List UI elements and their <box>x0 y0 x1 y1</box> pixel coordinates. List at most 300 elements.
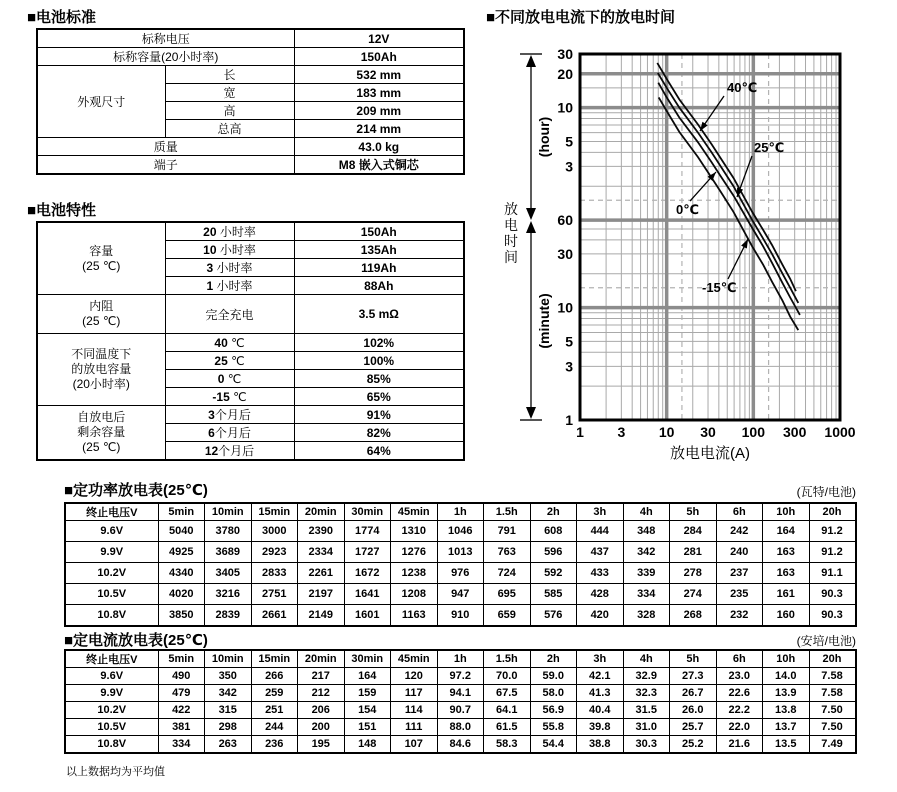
data-cell: 4340 <box>158 563 205 584</box>
data-cell: 90.3 <box>809 584 856 605</box>
data-cell: 232 <box>716 605 763 627</box>
value-cell: M8 嵌入式铜芯 <box>294 156 464 175</box>
condition-text: 小时率 <box>213 279 253 293</box>
data-cell: 592 <box>530 563 577 584</box>
data-cell: 151 <box>344 719 391 736</box>
data-cell: 266 <box>251 668 298 685</box>
data-cell: 1013 <box>437 542 484 563</box>
data-cell: 596 <box>530 542 577 563</box>
data-cell: 97.2 <box>437 668 484 685</box>
group-label-cell: 外观尺寸 <box>37 66 165 138</box>
column-header: 5h <box>670 650 717 668</box>
data-cell: 1046 <box>437 521 484 542</box>
data-cell: 479 <box>158 685 205 702</box>
data-cell: 235 <box>716 584 763 605</box>
data-cell: 4020 <box>158 584 205 605</box>
column-header: 终止电压V <box>65 650 158 668</box>
data-cell: 334 <box>158 736 205 754</box>
data-cell: 64.1 <box>484 702 531 719</box>
value-cell: 82% <box>294 424 464 442</box>
constant-current-table-container <box>64 649 857 754</box>
value-cell: 65% <box>294 388 464 406</box>
x-tick: 300 <box>783 424 807 440</box>
column-header: 30min <box>344 650 391 668</box>
data-cell: 1208 <box>391 584 438 605</box>
data-cell: 791 <box>484 521 531 542</box>
condition-number: 3 <box>206 261 214 275</box>
data-cell: 695 <box>484 584 531 605</box>
data-cell: 1238 <box>391 563 438 584</box>
table-row <box>37 406 464 424</box>
voltage-cell: 10.8V <box>65 605 158 627</box>
data-cell: 154 <box>344 702 391 719</box>
data-cell: 334 <box>623 584 670 605</box>
data-cell: 163 <box>763 542 810 563</box>
column-header: 10min <box>205 503 252 521</box>
condition-text: ℃ <box>227 335 245 350</box>
y-tick-minute: 60 <box>557 212 573 229</box>
condition-cell <box>165 352 294 370</box>
y-tick-minute: 10 <box>557 299 573 316</box>
group-label-line: 内阻 <box>89 299 114 313</box>
data-cell: 31.0 <box>623 719 670 736</box>
condition-number: 6 <box>208 426 215 440</box>
data-cell: 659 <box>484 605 531 627</box>
table-row <box>37 48 464 66</box>
data-cell: 7.58 <box>809 668 856 685</box>
data-cell: 263 <box>205 736 252 754</box>
y-axis-label: 放电时间 <box>504 201 518 265</box>
y-tick-hour: 5 <box>565 133 573 150</box>
table-row <box>65 563 856 584</box>
data-cell: 608 <box>530 521 577 542</box>
column-header: 4h <box>623 650 670 668</box>
column-header: 6h <box>716 650 763 668</box>
data-cell: 41.3 <box>577 685 624 702</box>
chart-grid <box>580 54 840 420</box>
data-cell: 90.7 <box>437 702 484 719</box>
voltage-cell: 10.8V <box>65 736 158 754</box>
data-cell: 56.9 <box>530 702 577 719</box>
data-cell: 339 <box>623 563 670 584</box>
condition-number: 0 <box>217 371 225 386</box>
value-cell: 209 mm <box>294 102 464 120</box>
data-cell: 23.0 <box>716 668 763 685</box>
data-cell: 195 <box>298 736 345 754</box>
x-axis-label: 放电电流(A) <box>670 445 750 462</box>
data-cell: 91.1 <box>809 563 856 584</box>
group-label-line: 不同温度下 <box>71 347 132 361</box>
data-cell: 244 <box>251 719 298 736</box>
data-cell: 32.3 <box>623 685 670 702</box>
data-cell: 240 <box>716 542 763 563</box>
data-cell: 251 <box>251 702 298 719</box>
group-label-cell <box>37 295 165 334</box>
data-cell: 1672 <box>344 563 391 584</box>
column-header: 10h <box>763 503 810 521</box>
power-table-unit: (瓦特/电池) <box>796 485 856 499</box>
column-header: 1.5h <box>484 503 531 521</box>
battery-standard-table-container <box>36 28 465 175</box>
data-cell: 7.50 <box>809 702 856 719</box>
condition-number: 10 <box>203 243 217 257</box>
condition-number: 1 <box>206 279 214 293</box>
data-cell: 298 <box>205 719 252 736</box>
data-cell: 2390 <box>298 521 345 542</box>
data-cell: 428 <box>577 584 624 605</box>
data-cell: 27.3 <box>670 668 717 685</box>
value-cell: 532 mm <box>294 66 464 84</box>
group-label-line: 剩余容量 <box>77 425 126 439</box>
data-cell: 88.0 <box>437 719 484 736</box>
condition-number: 25 <box>214 353 228 368</box>
value-cell: 64% <box>294 442 464 461</box>
data-cell: 7.49 <box>809 736 856 754</box>
data-cell: 212 <box>298 685 345 702</box>
condition-cell <box>165 277 294 295</box>
column-header: 5min <box>158 650 205 668</box>
column-header: 4h <box>623 503 670 521</box>
data-cell: 3216 <box>205 584 252 605</box>
data-cell: 42.1 <box>577 668 624 685</box>
data-cell: 91.2 <box>809 521 856 542</box>
data-cell: 278 <box>670 563 717 584</box>
data-cell: 2751 <box>251 584 298 605</box>
data-cell: 7.58 <box>809 685 856 702</box>
table-row <box>37 295 464 334</box>
column-header: 1.5h <box>484 650 531 668</box>
condition-cell <box>165 370 294 388</box>
group-label-cell <box>37 334 165 406</box>
voltage-cell: 10.5V <box>65 584 158 605</box>
data-cell: 84.6 <box>437 736 484 754</box>
table-row <box>65 521 856 542</box>
column-header: 2h <box>530 650 577 668</box>
data-cell: 55.8 <box>530 719 577 736</box>
data-cell: 2661 <box>251 605 298 627</box>
data-cell: 2839 <box>205 605 252 627</box>
data-cell: 117 <box>391 685 438 702</box>
voltage-cell: 9.6V <box>65 521 158 542</box>
y-tick-minute: 30 <box>557 245 573 262</box>
data-cell: 1310 <box>391 521 438 542</box>
data-cell: 3780 <box>205 521 252 542</box>
curve-label-40c: 40℃ <box>727 79 758 95</box>
data-cell: 70.0 <box>484 668 531 685</box>
data-cell: 348 <box>623 521 670 542</box>
condition-number: -15 <box>212 389 230 404</box>
data-cell: 22.6 <box>716 685 763 702</box>
discharge-time-chart <box>480 0 897 478</box>
condition-text: 小时率 <box>213 261 253 275</box>
voltage-cell: 9.6V <box>65 668 158 685</box>
data-cell: 350 <box>205 668 252 685</box>
data-cell: 13.9 <box>763 685 810 702</box>
data-cell: 237 <box>716 563 763 584</box>
data-cell: 26.0 <box>670 702 717 719</box>
column-header: 20h <box>809 503 856 521</box>
label-cell: 标称电压 <box>37 29 294 48</box>
condition-cell <box>165 241 294 259</box>
condition-cell <box>165 334 294 352</box>
table-row <box>65 605 856 627</box>
condition-text: 小时率 <box>216 225 256 239</box>
data-cell: 328 <box>623 605 670 627</box>
value-cell: 119Ah <box>294 259 464 277</box>
data-cell: 38.8 <box>577 736 624 754</box>
data-cell: 242 <box>716 521 763 542</box>
y-axis-hour-label: (hour) <box>536 116 552 158</box>
value-cell: 135Ah <box>294 241 464 259</box>
data-cell: 13.5 <box>763 736 810 754</box>
data-cell: 163 <box>763 563 810 584</box>
data-cell: 274 <box>670 584 717 605</box>
data-cell: 160 <box>763 605 810 627</box>
data-cell: 59.0 <box>530 668 577 685</box>
data-cell: 1641 <box>344 584 391 605</box>
data-cell: 164 <box>763 521 810 542</box>
data-cell: 2149 <box>298 605 345 627</box>
label-cell: 长 <box>165 66 294 84</box>
column-header: 6h <box>716 503 763 521</box>
value-cell: 183 mm <box>294 84 464 102</box>
group-label-line: 容量 <box>89 243 114 258</box>
column-header: 5min <box>158 503 205 521</box>
data-cell: 1774 <box>344 521 391 542</box>
y-tick-hour: 10 <box>557 99 573 116</box>
condition-cell <box>165 295 294 334</box>
condition-cell <box>165 388 294 406</box>
condition-number: 20 <box>203 225 217 239</box>
data-cell: 910 <box>437 605 484 627</box>
value-cell: 102% <box>294 334 464 352</box>
group-label-line: (25 ℃) <box>82 258 121 273</box>
data-cell: 585 <box>530 584 577 605</box>
value-cell: 214 mm <box>294 120 464 138</box>
column-header: 15min <box>251 650 298 668</box>
table-row <box>37 66 464 84</box>
data-cell: 14.0 <box>763 668 810 685</box>
table-row <box>65 736 856 754</box>
column-header: 20h <box>809 650 856 668</box>
voltage-cell: 10.5V <box>65 719 158 736</box>
condition-cell <box>165 424 294 442</box>
data-cell: 217 <box>298 668 345 685</box>
data-cell: 3689 <box>205 542 252 563</box>
value-cell: 88Ah <box>294 277 464 295</box>
voltage-cell: 9.9V <box>65 685 158 702</box>
current-table-unit: (安培/电池) <box>796 634 856 648</box>
data-cell: 2334 <box>298 542 345 563</box>
data-cell: 284 <box>670 521 717 542</box>
data-cell: 164 <box>344 668 391 685</box>
data-cell: 420 <box>577 605 624 627</box>
data-cell: 22.2 <box>716 702 763 719</box>
data-cell: 21.6 <box>716 736 763 754</box>
table-row <box>65 668 856 685</box>
arrow-up-icon <box>526 55 536 67</box>
data-cell: 120 <box>391 668 438 685</box>
data-cell: 3000 <box>251 521 298 542</box>
condition-text: 小时率 <box>216 243 256 257</box>
table-row <box>37 222 464 241</box>
column-header: 10min <box>205 650 252 668</box>
data-cell: 1276 <box>391 542 438 563</box>
condition-text: ℃ <box>229 389 247 404</box>
data-cell: 22.0 <box>716 719 763 736</box>
group-label-line: (25 ℃) <box>82 440 121 454</box>
data-cell: 342 <box>623 542 670 563</box>
data-cell: 763 <box>484 542 531 563</box>
condition-cell <box>165 222 294 241</box>
data-cell: 490 <box>158 668 205 685</box>
x-tick: 1000 <box>824 424 856 440</box>
curve-label-25c: 25℃ <box>753 140 785 156</box>
table-footnote: 以上数据均为平均值 <box>66 766 165 778</box>
data-cell: 2923 <box>251 542 298 563</box>
x-tick: 1 <box>576 424 584 440</box>
column-header: 45min <box>391 650 438 668</box>
condition-cell <box>165 259 294 277</box>
column-header: 20min <box>298 650 345 668</box>
condition-number: 3 <box>208 408 215 422</box>
data-cell: 5040 <box>158 521 205 542</box>
y-tick-minute: 5 <box>565 333 573 350</box>
label-cell: 高 <box>165 102 294 120</box>
data-cell: 724 <box>484 563 531 584</box>
data-cell: 61.5 <box>484 719 531 736</box>
condition-cell <box>165 406 294 424</box>
y-axis-minute-label: (minute) <box>536 293 552 349</box>
condition-text: 个月后 <box>218 444 255 458</box>
y-tick-minute: 1 <box>565 412 573 428</box>
condition-text: 个月后 <box>214 426 251 440</box>
data-cell: 437 <box>577 542 624 563</box>
data-cell: 107 <box>391 736 438 754</box>
group-label-cell <box>37 222 165 295</box>
column-header: 45min <box>391 503 438 521</box>
data-cell: 94.1 <box>437 685 484 702</box>
x-tick: 100 <box>741 424 766 440</box>
data-cell: 236 <box>251 736 298 754</box>
data-cell: 67.5 <box>484 685 531 702</box>
table-row <box>37 334 464 352</box>
data-cell: 13.7 <box>763 719 810 736</box>
data-cell: 148 <box>344 736 391 754</box>
data-cell: 259 <box>251 685 298 702</box>
table-row <box>37 156 464 175</box>
label-cell: 端子 <box>37 156 294 175</box>
condition-text: ℃ <box>224 371 242 386</box>
x-tick: 30 <box>700 424 716 440</box>
data-cell: 91.2 <box>809 542 856 563</box>
label-cell: 标称容量(20小时率) <box>37 48 294 66</box>
battery-characteristics-table <box>36 221 465 461</box>
y-tick-hour: 30 <box>557 46 573 62</box>
data-cell: 206 <box>298 702 345 719</box>
data-cell: 54.4 <box>530 736 577 754</box>
battery-standard-table <box>36 28 465 175</box>
data-cell: 30.3 <box>623 736 670 754</box>
data-cell: 26.7 <box>670 685 717 702</box>
column-header: 3h <box>577 650 624 668</box>
value-cell: 43.0 kg <box>294 138 464 156</box>
arrow-down-icon <box>526 407 536 419</box>
data-cell: 3850 <box>158 605 205 627</box>
data-cell: 161 <box>763 584 810 605</box>
voltage-cell: 10.2V <box>65 702 158 719</box>
value-cell: 150Ah <box>294 222 464 241</box>
section-title-battery-standard: ■电池标准 <box>27 9 97 26</box>
data-cell: 268 <box>670 605 717 627</box>
condition-number: 12 <box>204 444 219 458</box>
data-cell: 342 <box>205 685 252 702</box>
data-cell: 281 <box>670 542 717 563</box>
value-cell: 12V <box>294 29 464 48</box>
header-row <box>65 650 856 668</box>
y-tick-hour: 20 <box>557 65 573 82</box>
data-cell: 2197 <box>298 584 345 605</box>
section-title-battery-characteristics: ■电池特性 <box>27 202 97 219</box>
condition-text: ℃ <box>227 353 245 368</box>
table-row <box>65 584 856 605</box>
value-cell: 3.5 mΩ <box>294 295 464 334</box>
battery-characteristics-table-container <box>36 221 465 461</box>
data-cell: 25.7 <box>670 719 717 736</box>
data-cell: 3405 <box>205 563 252 584</box>
condition-number: 40 <box>214 335 228 350</box>
data-cell: 1601 <box>344 605 391 627</box>
table-row <box>65 719 856 736</box>
data-cell: 90.3 <box>809 605 856 627</box>
x-tick: 3 <box>617 424 626 440</box>
data-cell: 422 <box>158 702 205 719</box>
data-cell: 947 <box>437 584 484 605</box>
data-cell: 433 <box>577 563 624 584</box>
data-cell: 31.5 <box>623 702 670 719</box>
data-cell: 58.0 <box>530 685 577 702</box>
data-cell: 200 <box>298 719 345 736</box>
data-cell: 159 <box>344 685 391 702</box>
arrow-up-icon <box>526 221 536 233</box>
constant-power-discharge-table <box>64 502 857 627</box>
condition-text: 个月后 <box>214 408 251 422</box>
data-cell: 1163 <box>391 605 438 627</box>
data-cell: 1727 <box>344 542 391 563</box>
value-cell: 100% <box>294 352 464 370</box>
section-title-constant-current-table: ■定电流放电表(25℃) <box>64 632 208 649</box>
column-header: 5h <box>670 503 717 521</box>
voltage-cell: 9.9V <box>65 542 158 563</box>
column-header: 3h <box>577 503 624 521</box>
constant-current-discharge-table <box>64 649 857 754</box>
data-cell: 576 <box>530 605 577 627</box>
table-row <box>65 702 856 719</box>
column-header: 2h <box>530 503 577 521</box>
section-title-constant-power-table: ■定功率放电表(25℃) <box>64 482 208 499</box>
data-cell: 25.2 <box>670 736 717 754</box>
data-cell: 40.4 <box>577 702 624 719</box>
group-label-line: (25 ℃) <box>82 314 121 328</box>
data-cell: 111 <box>391 719 438 736</box>
arrow-down-icon <box>526 208 536 220</box>
data-cell: 444 <box>577 521 624 542</box>
data-cell: 315 <box>205 702 252 719</box>
table-row <box>37 138 464 156</box>
column-header: 10h <box>763 650 810 668</box>
data-cell: 2261 <box>298 563 345 584</box>
group-label-line: 的放电容量 <box>71 362 132 376</box>
